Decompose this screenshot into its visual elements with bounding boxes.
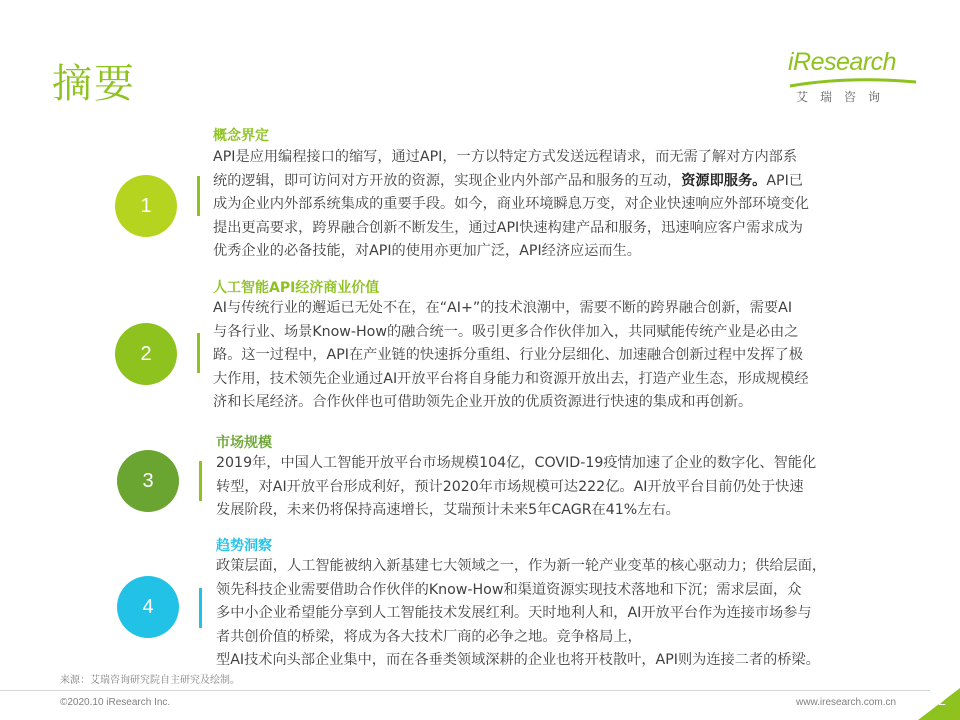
section-4-body <box>216 555 916 673</box>
section-1-line: 优秀企业的必备技能，对API的使用亦更加广泛，API经济应运而生。 <box>213 243 641 260</box>
section-4-line: 多中小企业希望能分享到人工智能技术发展红利。天时地利人和，AI开放平台作为连接市场参与 <box>216 605 812 622</box>
section-4-line: 型AI技术向头部企业集中，而在各垂类领域深耕的企业也将开枝散叶，API则为连接二者的桥梁。 <box>216 652 820 669</box>
section-1-line-text: 统的逻辑，即可访问对方开放的资源，实现企业内外部产品和服务的互动， <box>213 172 682 189</box>
page-title: 摘要 <box>52 61 136 107</box>
section-1-line: 提出更高要求，跨界融合创新不断发生，通过API快速构建产品和服务，迅速响应客户需求成为 <box>213 219 803 236</box>
section-2-line: 大作用，技术领先企业通过AI开放平台将自身能力和资源开放出去，打造产业生态，形成规模经 <box>213 370 809 387</box>
source-note: 来源：艾瑞咨询研究院自主研究及绘制。 <box>60 675 240 686</box>
section-1-line: 成为企业内外部系统集成的重要手段。如今，商业环境瞬息万变，对企业快速响应外部环境变化 <box>213 196 809 213</box>
section-1-body <box>213 146 913 264</box>
section-3-line: 2019年，中国人工智能开放平台市场规模104亿，COVID-19疫情加速了企业的数字化、智能化 <box>216 455 817 471</box>
section-4-line: 领先科技企业需要借助合作伙伴的Know-How和渠道资源实现技术落地和下沉；需求层面，众 <box>216 581 802 598</box>
section-4-accent-bar <box>199 588 202 628</box>
section-4-line: 政策层面，人工智能被纳入新基建七大领域之一，作为新一轮产业变革的核心驱动力；供给层面， <box>216 558 827 574</box>
section-2-line: 与各行业、场景Know-How的融合统一。吸引更多合作伙伴加入，共同赋能传统产业是必由之 <box>213 323 799 340</box>
section-2-number-badge: 2 <box>115 323 177 385</box>
website-link[interactable]: www.iresearch.com.cn <box>796 697 897 708</box>
section-2-line: 路。这一过程中，API在产业链的快速拆分重组、行业分层细化、加速融合创新过程中发挥了极 <box>213 347 803 364</box>
section-1-number-badge: 1 <box>115 175 177 237</box>
section-2-line: AI与传统行业的邂逅已无处不在，在“AI+”的技术浪潮中，需要不断的跨界融合创新，需要AI <box>213 300 793 316</box>
section-3-accent-bar <box>199 461 202 501</box>
section-3-line: 转型，对AI开放平台形成利好，预计2020年市场规模可达222亿。AI开放平台目前仍处于快速 <box>216 478 804 495</box>
section-1-line-tail: API已 <box>766 172 803 189</box>
section-3-body <box>216 452 916 523</box>
page-number: 2 <box>938 692 946 708</box>
logo-swoosh-icon <box>788 78 918 88</box>
section-3-number-badge: 3 <box>117 450 179 512</box>
section-2-body <box>213 297 913 415</box>
logo-wordmark: iResearch <box>788 48 897 76</box>
section-1-line <box>213 170 913 194</box>
section-2-title: 人工智能API经济商业价值 <box>213 280 380 296</box>
section-4-number-badge: 4 <box>117 576 179 638</box>
logo-subtitle: 艾瑞咨询 <box>796 90 893 104</box>
section-4-title: 趋势洞察 <box>216 538 272 554</box>
iresearch-logo <box>788 44 918 110</box>
copyright: ©2020.10 iResearch Inc. <box>60 697 171 708</box>
section-4-line: 者共创价值的桥梁，将成为各大技术厂商的必争之地。竞争格局上， <box>216 628 642 645</box>
section-2-accent-bar <box>197 333 200 373</box>
section-1-emphasis: 资源即服务。 <box>681 172 767 189</box>
footer-divider <box>0 690 930 691</box>
section-2-line: 济和长尾经济。合作伙伴也可借助领先企业开放的优质资源进行快速的集成和再创新。 <box>213 394 753 411</box>
section-3-title: 市场规模 <box>216 435 272 451</box>
section-1-accent-bar <box>197 176 200 216</box>
section-1-line: API是应用编程接口的缩写，通过API，一方以特定方式发送远程请求，而无需了解对方内部系 <box>213 149 798 165</box>
section-1-title: 概念界定 <box>213 128 269 144</box>
section-3-line: 发展阶段，未来仍将保持高速增长，艾瑞预计未来5年CAGR在41%左右。 <box>216 502 680 519</box>
